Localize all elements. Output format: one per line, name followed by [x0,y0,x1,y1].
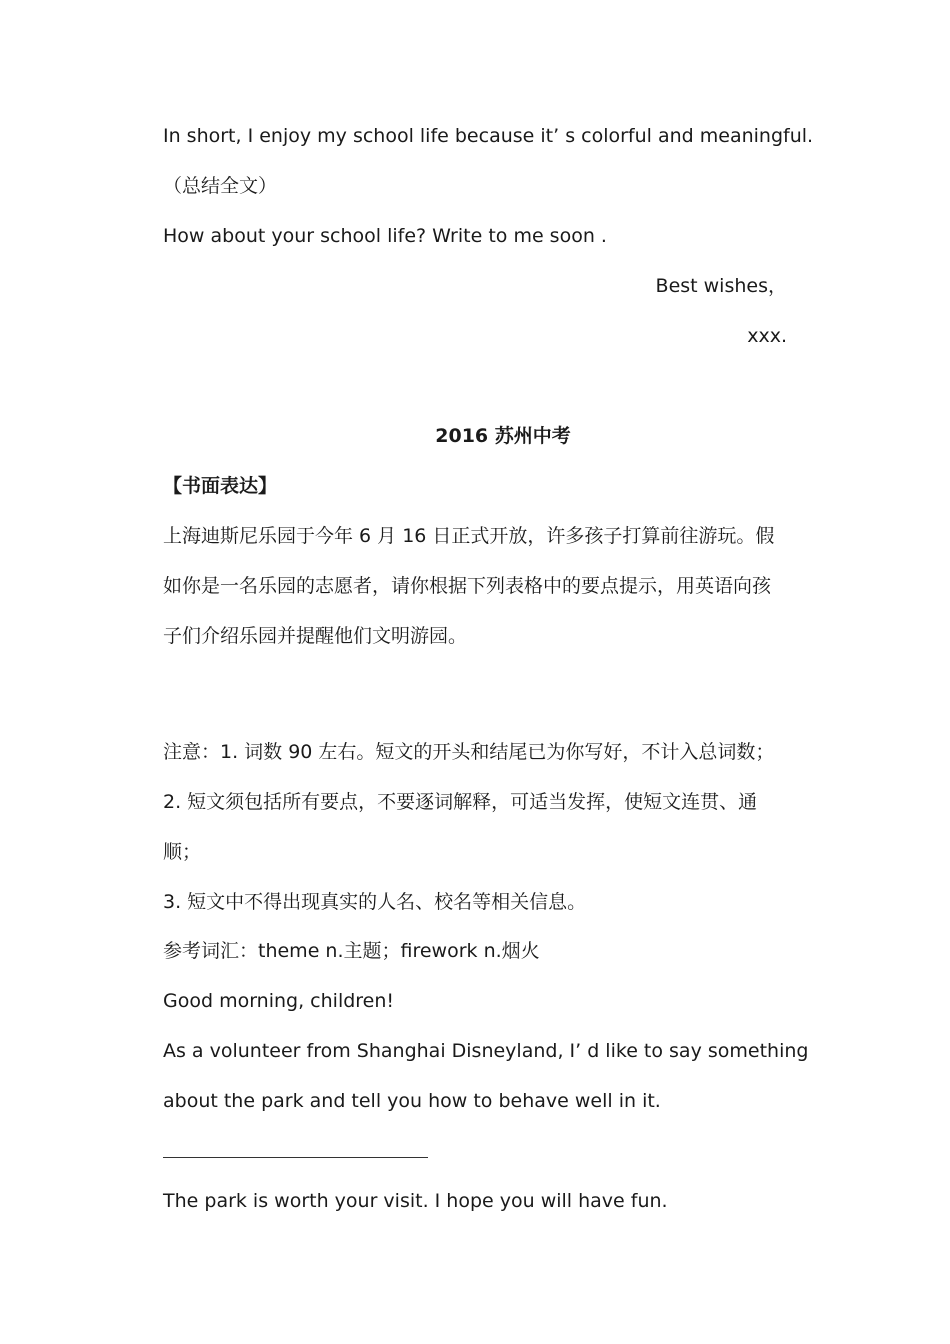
note-line: 注意：1. 词数 90 左右。短文的开头和结尾已为你写好，不计入总词数； [163,741,775,763]
greeting-line: Good morning, children! [163,990,395,1012]
section-label: 【书面表达】 [163,475,278,497]
intro-line: As a volunteer from Shanghai Disneyland, I’ d like to say something [163,1040,809,1062]
section-title: 2016 苏州中考 [435,425,571,447]
note-line: 3. 短文中不得出现真实的人名、校名等相关信息。 [163,891,587,913]
summary-sentence: In short, I enjoy my school life because it’ s colorful and meaningful. [163,125,814,147]
prompt-line: 子们介绍乐园并提醒他们文明游园。 [163,625,468,647]
note-line: 2. 短文须包括所有要点，不要逐词解释，可适当发挥，使短文连贯、通 [163,791,758,813]
prompt-line: 如你是一名乐园的志愿者，请你根据下列表格中的要点提示，用英语向孩 [163,575,772,597]
letter-signature: xxx. [747,325,787,347]
ending-line: The park is worth your visit. I hope you will have fun. [163,1190,668,1212]
vocabulary-line: 参考词汇：theme n.主题；firework n.烟火 [163,940,540,962]
note-line: 顺； [163,841,202,863]
answer-blank-line [163,1157,428,1158]
intro-line: about the park and tell you how to behave well in it. [163,1090,661,1112]
question-sentence: How about your school life? Write to me soon . [163,225,607,247]
prompt-line: 上海迪斯尼乐园于今年 6 月 16 日正式开放，许多孩子打算前往游玩。假 [163,525,775,547]
letter-closing: Best wishes， [655,275,787,297]
summary-note: （总结全文） [163,175,278,197]
